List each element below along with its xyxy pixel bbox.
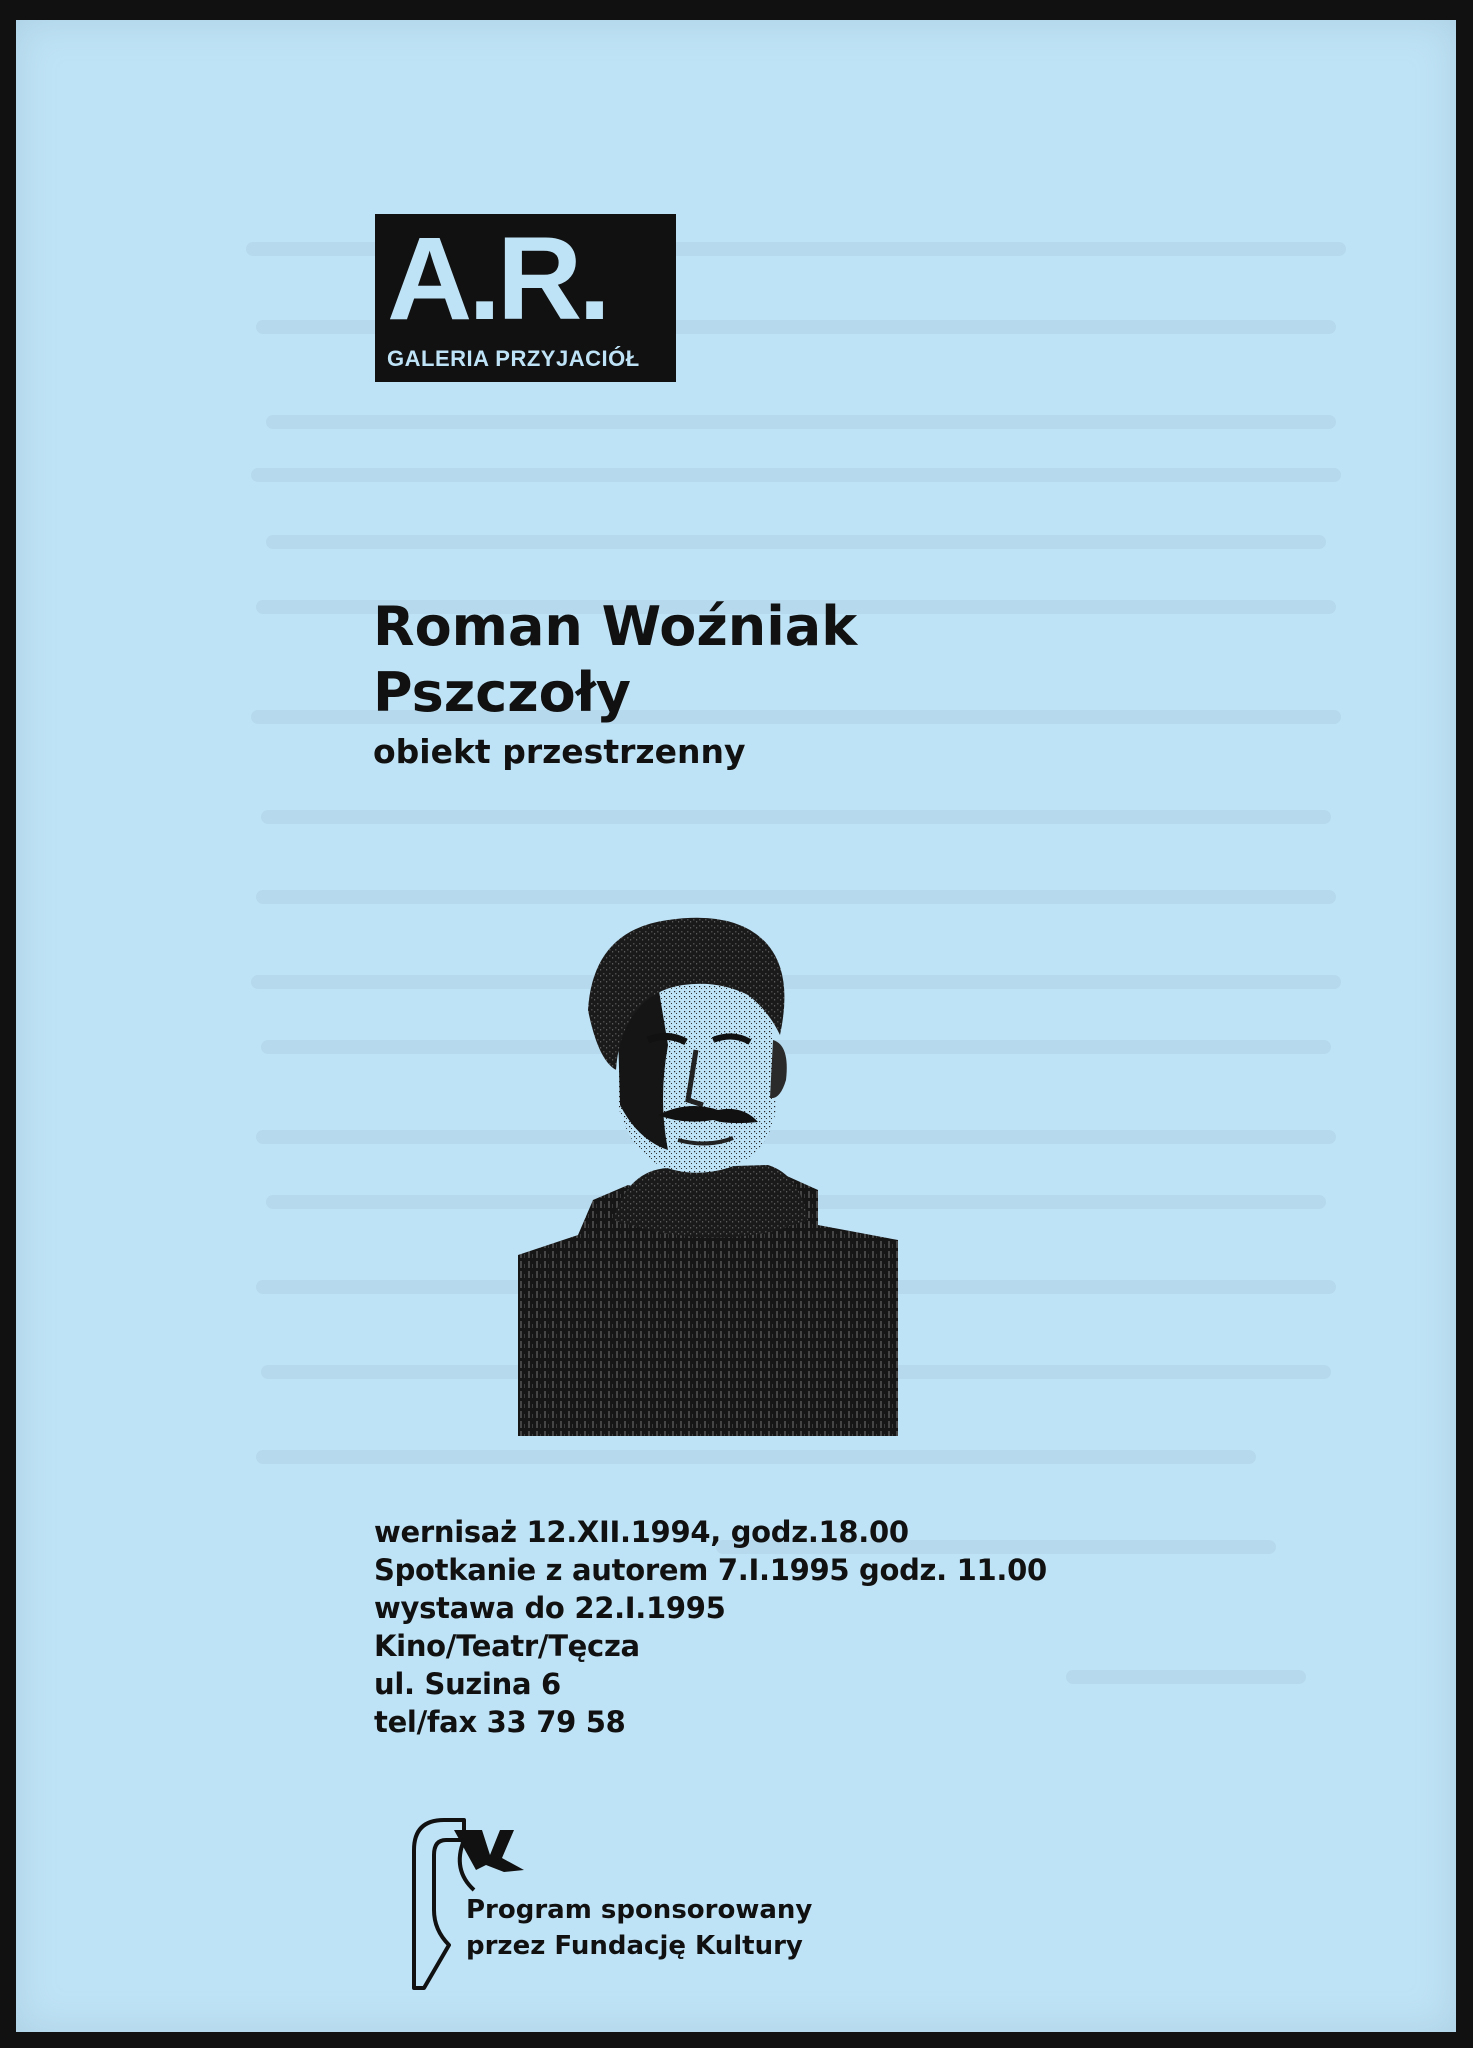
gallery-logo-subtitle: GALERIA PRZYJACIÓŁ: [387, 346, 640, 371]
venue-address: ul. Suzina 6: [374, 1667, 561, 1701]
event-details: [374, 1513, 1047, 1741]
exhibition-title-block: [373, 594, 857, 778]
meeting-date: Spotkanie z autorem 7.I.1995 godz. 11.00: [374, 1553, 1047, 1587]
sponsor-line-1: Program sponsorowany: [466, 1895, 813, 1925]
artist-portrait: [518, 900, 918, 1436]
sponsor-line-2: przez Fundację Kultury: [466, 1931, 803, 1961]
venue-phone: tel/fax 33 79 58: [374, 1705, 626, 1739]
exhibition-end-date: wystawa do 22.I.1995: [374, 1591, 726, 1625]
gallery-logo-letters: A.R.: [387, 213, 607, 345]
opening-date: wernisaż 12.XII.1994, godz.18.00: [374, 1515, 909, 1549]
gallery-logo: [375, 214, 676, 382]
venue-name: Kino/Teatr/Tęcza: [374, 1629, 640, 1663]
poster-sheet: [16, 20, 1456, 2032]
sponsor-note: [466, 1892, 812, 1964]
artist-name: Roman Woźniak: [373, 595, 858, 658]
exhibition-subtitle: obiekt przestrzenny: [373, 732, 746, 771]
exhibition-title: Pszczoły: [373, 661, 631, 724]
